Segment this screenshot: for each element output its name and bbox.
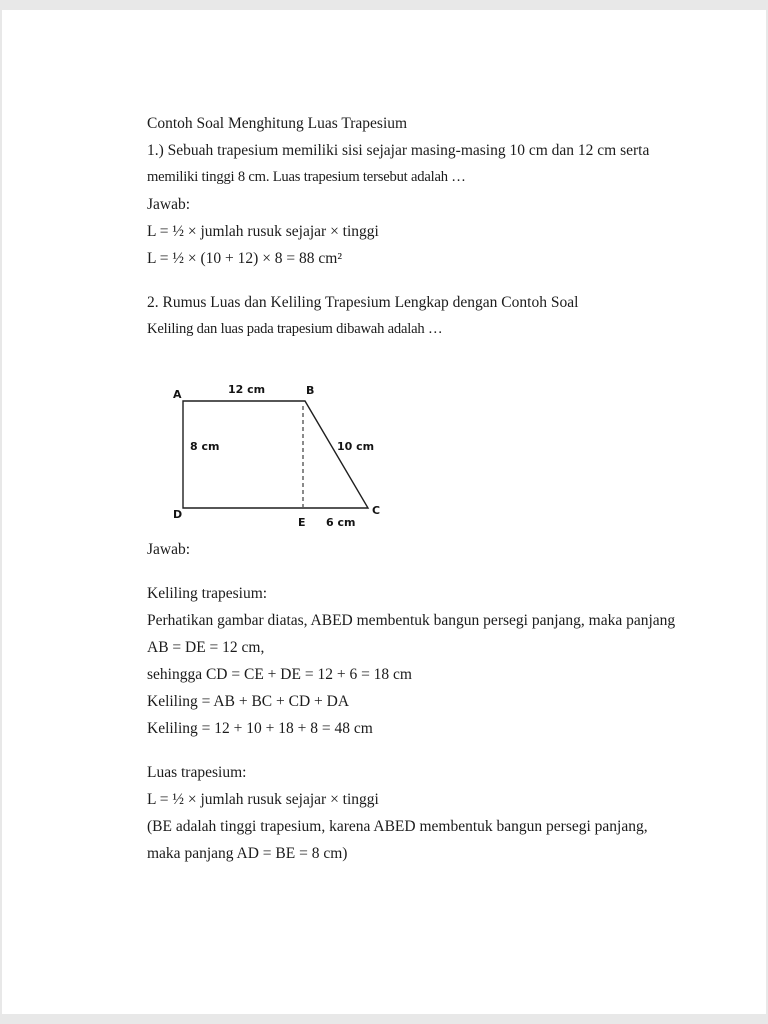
luas-text-line: (BE adalah tinggi trapesium, karena ABED membentuk bangun persegi panjang, bbox=[147, 818, 648, 835]
formula-line: L = ½ × jumlah rusuk sejajar × tinggi bbox=[147, 223, 379, 240]
luas-text-line: maka panjang AD = BE = 8 cm) bbox=[147, 845, 348, 862]
vertex-b-label: B bbox=[306, 384, 315, 397]
section1-title: Contoh Soal Menghitung Luas Trapesium bbox=[147, 115, 408, 132]
trapezoid-diagram bbox=[147, 343, 727, 536]
formula-result-line: L = ½ × (10 + 12) × 8 = 88 cm² bbox=[147, 250, 343, 267]
problem-text-line: 1.) Sebuah trapesium memiliki sisi sejajar masing-masing 10 cm dan 12 cm serta bbox=[147, 142, 650, 159]
trapezoid-figure bbox=[165, 376, 395, 536]
side-left-measure: 8 cm bbox=[190, 440, 220, 453]
trapezoid-outline bbox=[183, 401, 368, 508]
point-e-label: E bbox=[298, 516, 306, 529]
side-top-measure: 12 cm bbox=[228, 383, 266, 396]
document-page bbox=[2, 10, 766, 1014]
keliling-heading: Keliling trapesium: bbox=[147, 585, 268, 602]
luas-heading: Luas trapesium: bbox=[147, 764, 247, 781]
paragraph-gap bbox=[147, 272, 727, 289]
vertex-a-label: A bbox=[173, 388, 182, 401]
section2-intro: Keliling dan luas pada trapesium dibawah adalah … bbox=[147, 321, 443, 337]
vertex-c-label: C bbox=[372, 504, 381, 517]
side-slant-measure: 10 cm bbox=[337, 440, 375, 453]
keliling-text-line: Keliling = 12 + 10 + 18 + 8 = 48 cm bbox=[147, 720, 373, 737]
vertex-d-label: D bbox=[173, 508, 183, 521]
keliling-text-line: Keliling = AB + BC + CD + DA bbox=[147, 693, 350, 710]
paragraph-gap bbox=[147, 563, 727, 580]
document-content bbox=[147, 110, 727, 867]
section2-title: 2. Rumus Luas dan Keliling Trapesium Lengkap dengan Contoh Soal bbox=[147, 294, 579, 311]
segment-ec-measure: 6 cm bbox=[326, 516, 356, 529]
keliling-text-line: Perhatikan gambar diatas, ABED membentuk bangun persegi panjang, maka panjang bbox=[147, 612, 676, 629]
keliling-text-line: AB = DE = 12 cm, bbox=[147, 639, 265, 656]
luas-text-line: L = ½ × jumlah rusuk sejajar × tinggi bbox=[147, 791, 379, 808]
keliling-text-line: sehingga CD = CE + DE = 12 + 6 = 18 cm bbox=[147, 666, 412, 683]
answer-label: Jawab: bbox=[147, 196, 191, 213]
answer-label: Jawab: bbox=[147, 541, 191, 558]
paragraph-gap bbox=[147, 742, 727, 759]
problem-text-line: memiliki tinggi 8 cm. Luas trapesium tersebut adalah … bbox=[147, 169, 466, 185]
